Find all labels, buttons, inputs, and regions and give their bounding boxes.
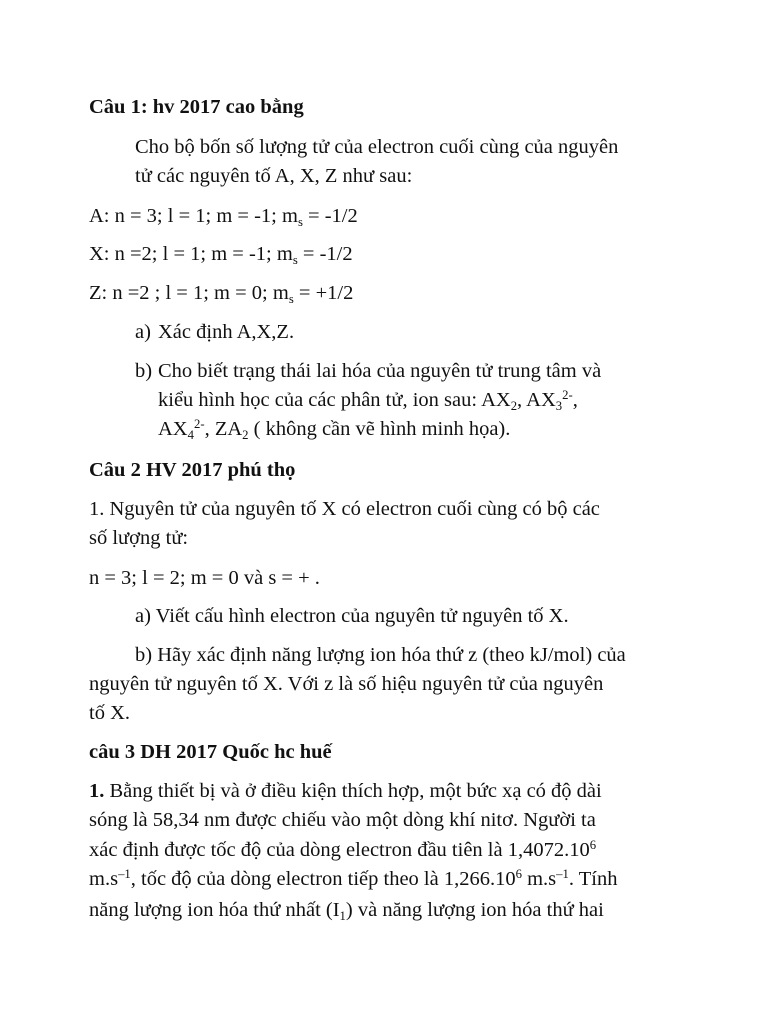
q1-item-a-marker: a)	[135, 321, 151, 343]
q1-item-b-marker: b)	[135, 360, 153, 382]
q1-item-b-line1: Cho biết trạng thái lai hóa của nguyên tử trung tâm và	[158, 360, 602, 382]
q2-item-b-line2: nguyên tử nguyên tố X. Với z là số hiệu nguyên tử của nguyên	[89, 673, 604, 695]
q3-heading: câu 3 DH 2017 Quốc hc huế	[89, 741, 332, 763]
q1-quantum-x: X: n =2; l = 1; m = -1; $m_s = -1/2$	[89, 243, 353, 267]
q2-item-a: a) Viết cấu hình electron của nguyên tử nguyên tố X.	[135, 605, 569, 627]
q2-item-b-line3: tố X.	[89, 702, 130, 724]
q3-line5: năng lượng ion hóa thứ nhất $(I_1)$ và năng lượng ion hóa thứ hai	[89, 899, 604, 923]
formula-ax4: $AX_4^{2-}$	[158, 417, 205, 442]
q2-item-b-line1: b) Hãy xác định năng lượng ion hóa thứ z (theo kJ/mol) của	[135, 644, 626, 666]
q2-heading: Câu 2 HV 2017 phú thọ	[89, 459, 296, 481]
formula-za2: $ZA_2$	[214, 418, 249, 442]
q3-line3: xác định được tốc độ của dòng electron đầu tiên là 1,4072.10$^6$	[89, 838, 597, 861]
q1-heading: Câu 1: hv 2017 cao bằng	[89, 96, 304, 118]
q3-line2: sóng là 58,34 nm được chiếu vào một dòng khí nitơ. Người ta	[89, 809, 596, 831]
q1-intro-line1: Cho bộ bốn số lượng tử của electron cuối cùng của nguyên	[135, 136, 619, 158]
formula-ax2: $AX_2$	[481, 389, 518, 413]
q3-item-number: 1.	[89, 780, 105, 802]
q2-p1-line1: 1. Nguyên tử của nguyên tố X có electron cuối cùng có bộ các	[89, 498, 600, 520]
q1-quantum-a: A: n = 3; l = 1; m = -1; $m_s = -1/2$	[89, 205, 358, 229]
q2-p1-line2: số lượng tử:	[89, 527, 189, 549]
q1-item-b-line2: kiểu hình học của các phân tử, ion sau: $AX_2$, $AX_3^{2-}$,	[158, 388, 578, 413]
q1-item-a-text: Xác định A,X,Z.	[158, 321, 295, 343]
q3-line1: 1. Bằng thiết bị và ở điều kiện thích hợp, một bức xạ có độ dài	[89, 780, 602, 802]
q2-values: n = 3; l = 2; m = 0 và s = + .	[89, 567, 320, 589]
q1-quantum-z: Z: n =2 ; l = 1; m = 0; $m_s = +1/2$	[89, 282, 354, 306]
q1-intro-line2: tử các nguyên tố A, X, Z như sau:	[135, 165, 413, 187]
q1-item-b-line3: $AX_4^{2-}$, $ZA_2$ ( không cần vẽ hình minh họa).	[158, 417, 511, 442]
q3-line4: $m.s^{-1}$, tốc độ của dòng electron tiếp theo là 1,266.10$^6$ $m.s^{-1}$. Tính	[89, 867, 618, 890]
formula-ax3: $AX_3^{2-}$	[526, 388, 573, 413]
